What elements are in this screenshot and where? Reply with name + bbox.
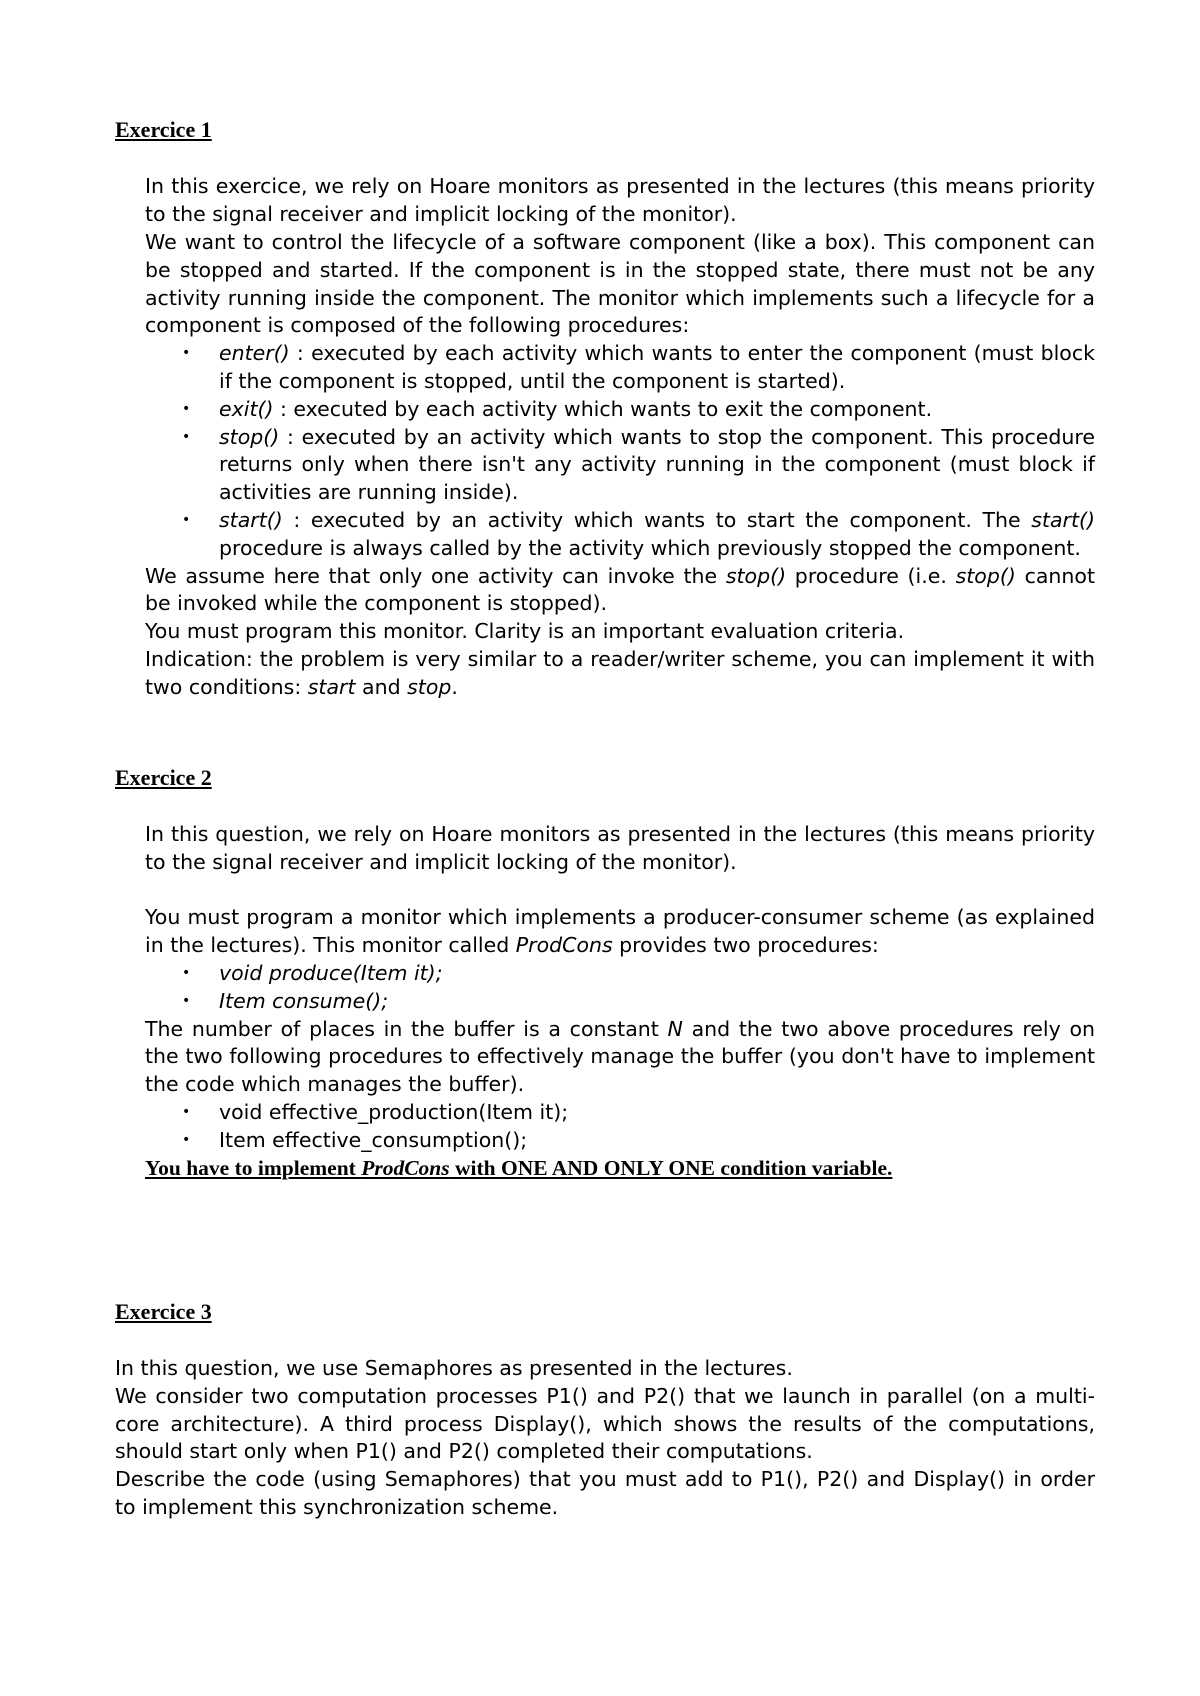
helper-procedure-list [145,1099,1095,1155]
exercise-1-assumption [145,563,1095,619]
procedure-signature: Item effective_consumption(); [219,1127,528,1152]
text-run: You have to implement [145,1155,362,1180]
procedure-list [145,340,1095,562]
bullet-icon: • [182,1131,191,1148]
text-run: start [307,674,356,699]
procedure-name: stop() [219,424,280,449]
exercise-3-body [115,1355,1095,1522]
text-run: and [355,674,408,699]
exercise-1-title: Exercice 1 [115,117,212,142]
exercise-2-buffer-text [145,1016,1095,1099]
exercise-2-requirement [145,1155,1095,1183]
exercise-1-indication [145,646,1095,702]
exercise-3-intro: In this question, we use Semaphores as presented in the lectures. [115,1356,793,1380]
text-run: ProdCons [361,1155,450,1180]
text-run: We assume here that only one activity can invoke the [145,563,726,588]
text-run: N [667,1016,683,1041]
text-run: and the two above procedures rely on the two following procedures to effectively manage the buffer (you don't have to implement the code which manages the buffer). [145,1016,1095,1097]
bullet-icon: • [182,400,191,417]
list-item [145,396,1095,424]
list-item [145,1099,1095,1127]
bullet-icon: • [182,345,191,362]
exercise-3-paragraph: We consider two computation processes P1() and P2() that we launch in parallel (on a multi-core architecture). A third process Display(), which shows the results of the computations, should start only when P1() and P2() completed their computations. [115,1383,1095,1464]
procedure-name: start() [219,507,283,532]
text-run: Indication: the problem is very similar to a reader/writer scheme, you can implement it with two conditions: [145,646,1095,699]
exercise-2-intro: In this question, we rely on Hoare monitors as presented in the lectures (this means priority to the signal receiver and implicit locking of the monitor). [145,822,1095,874]
text-run: . [451,674,458,699]
text-run: provides two procedures: [612,933,879,958]
procedure-description: : executed by an activity which wants to stop the component. This procedure returns only when there isn't any activity running in the component (must block if activities are running inside). [219,424,1095,505]
exercise-1-intro: In this exercice, we rely on Hoare monitors as presented in the lectures (this means priority to the signal receiver and implicit locking of the monitor). [145,174,1095,226]
procedure-list [145,960,1095,1016]
exercise-1-description [145,229,1095,702]
bullet-icon: • [182,992,191,1009]
spacer [145,877,1095,905]
text-run: You must program a monitor which implements a producer-consumer scheme (as explained in the lectures). This monitor called [145,905,1095,958]
text-run: with ONE AND ONLY ONE condition variable. [449,1155,893,1180]
procedure-signature: Item consume(); [219,988,389,1013]
procedure-name: enter() [219,341,290,366]
exercise-1-paragraph: We want to control the lifecycle of a software component (like a box). This component can be stopped and started. If the component is in the stopped state, there must not be any activity running inside the component. The monitor which implements such a lifecycle for a component is composed of the following procedures: [145,230,1095,338]
procedure-signature: void produce(Item it); [219,960,443,985]
list-item [145,960,1095,988]
procedure-signature: void effective_production(Item it); [219,1099,569,1124]
text-run: The number of places in the buffer is a constant [145,1016,668,1041]
list-item [145,1127,1095,1155]
exercise-3-title: Exercice 3 [115,1299,212,1324]
procedure-description: : executed by each activity which wants to enter the component (must block if the component is stopped, until the component is started). [219,341,1095,393]
exercise-1-body [145,173,1095,229]
exercise-3-question: Describe the code (using Semaphores) that you must add to P1(), P2() and Display() in order to implement this synchronization scheme. [115,1467,1095,1519]
text-run: cannot be invoked while the component is stopped). [145,563,1095,616]
bullet-icon: • [182,428,191,445]
bullet-icon: • [182,964,191,981]
list-item [145,424,1095,507]
bullet-icon: • [182,1103,191,1120]
text-run: stop() [955,563,1016,588]
text-run: procedure (i.e. [786,563,956,588]
procedure-name: exit() [219,396,274,421]
list-item [145,340,1095,396]
list-item [145,988,1095,1016]
list-item [145,507,1095,563]
text-run: stop [407,674,452,699]
exercise-2-body [145,821,1095,1182]
text-run: stop() [725,563,787,588]
procedure-description: : executed by each activity which wants to exit the component. [273,396,933,421]
exercise-2-paragraph [145,904,1095,960]
procedure-description: procedure is always called by the activity which previously stopped the component. [219,535,1081,560]
exercise-1-instruction: You must program this monitor. Clarity is an important evaluation criteria. [145,619,905,644]
procedure-description: : executed by an activity which wants to start the component. The [282,507,1032,532]
bullet-icon: • [182,511,191,528]
exercise-2-title: Exercice 2 [115,765,212,790]
text-run: ProdCons [515,933,613,958]
procedure-name: start() [1031,507,1095,532]
